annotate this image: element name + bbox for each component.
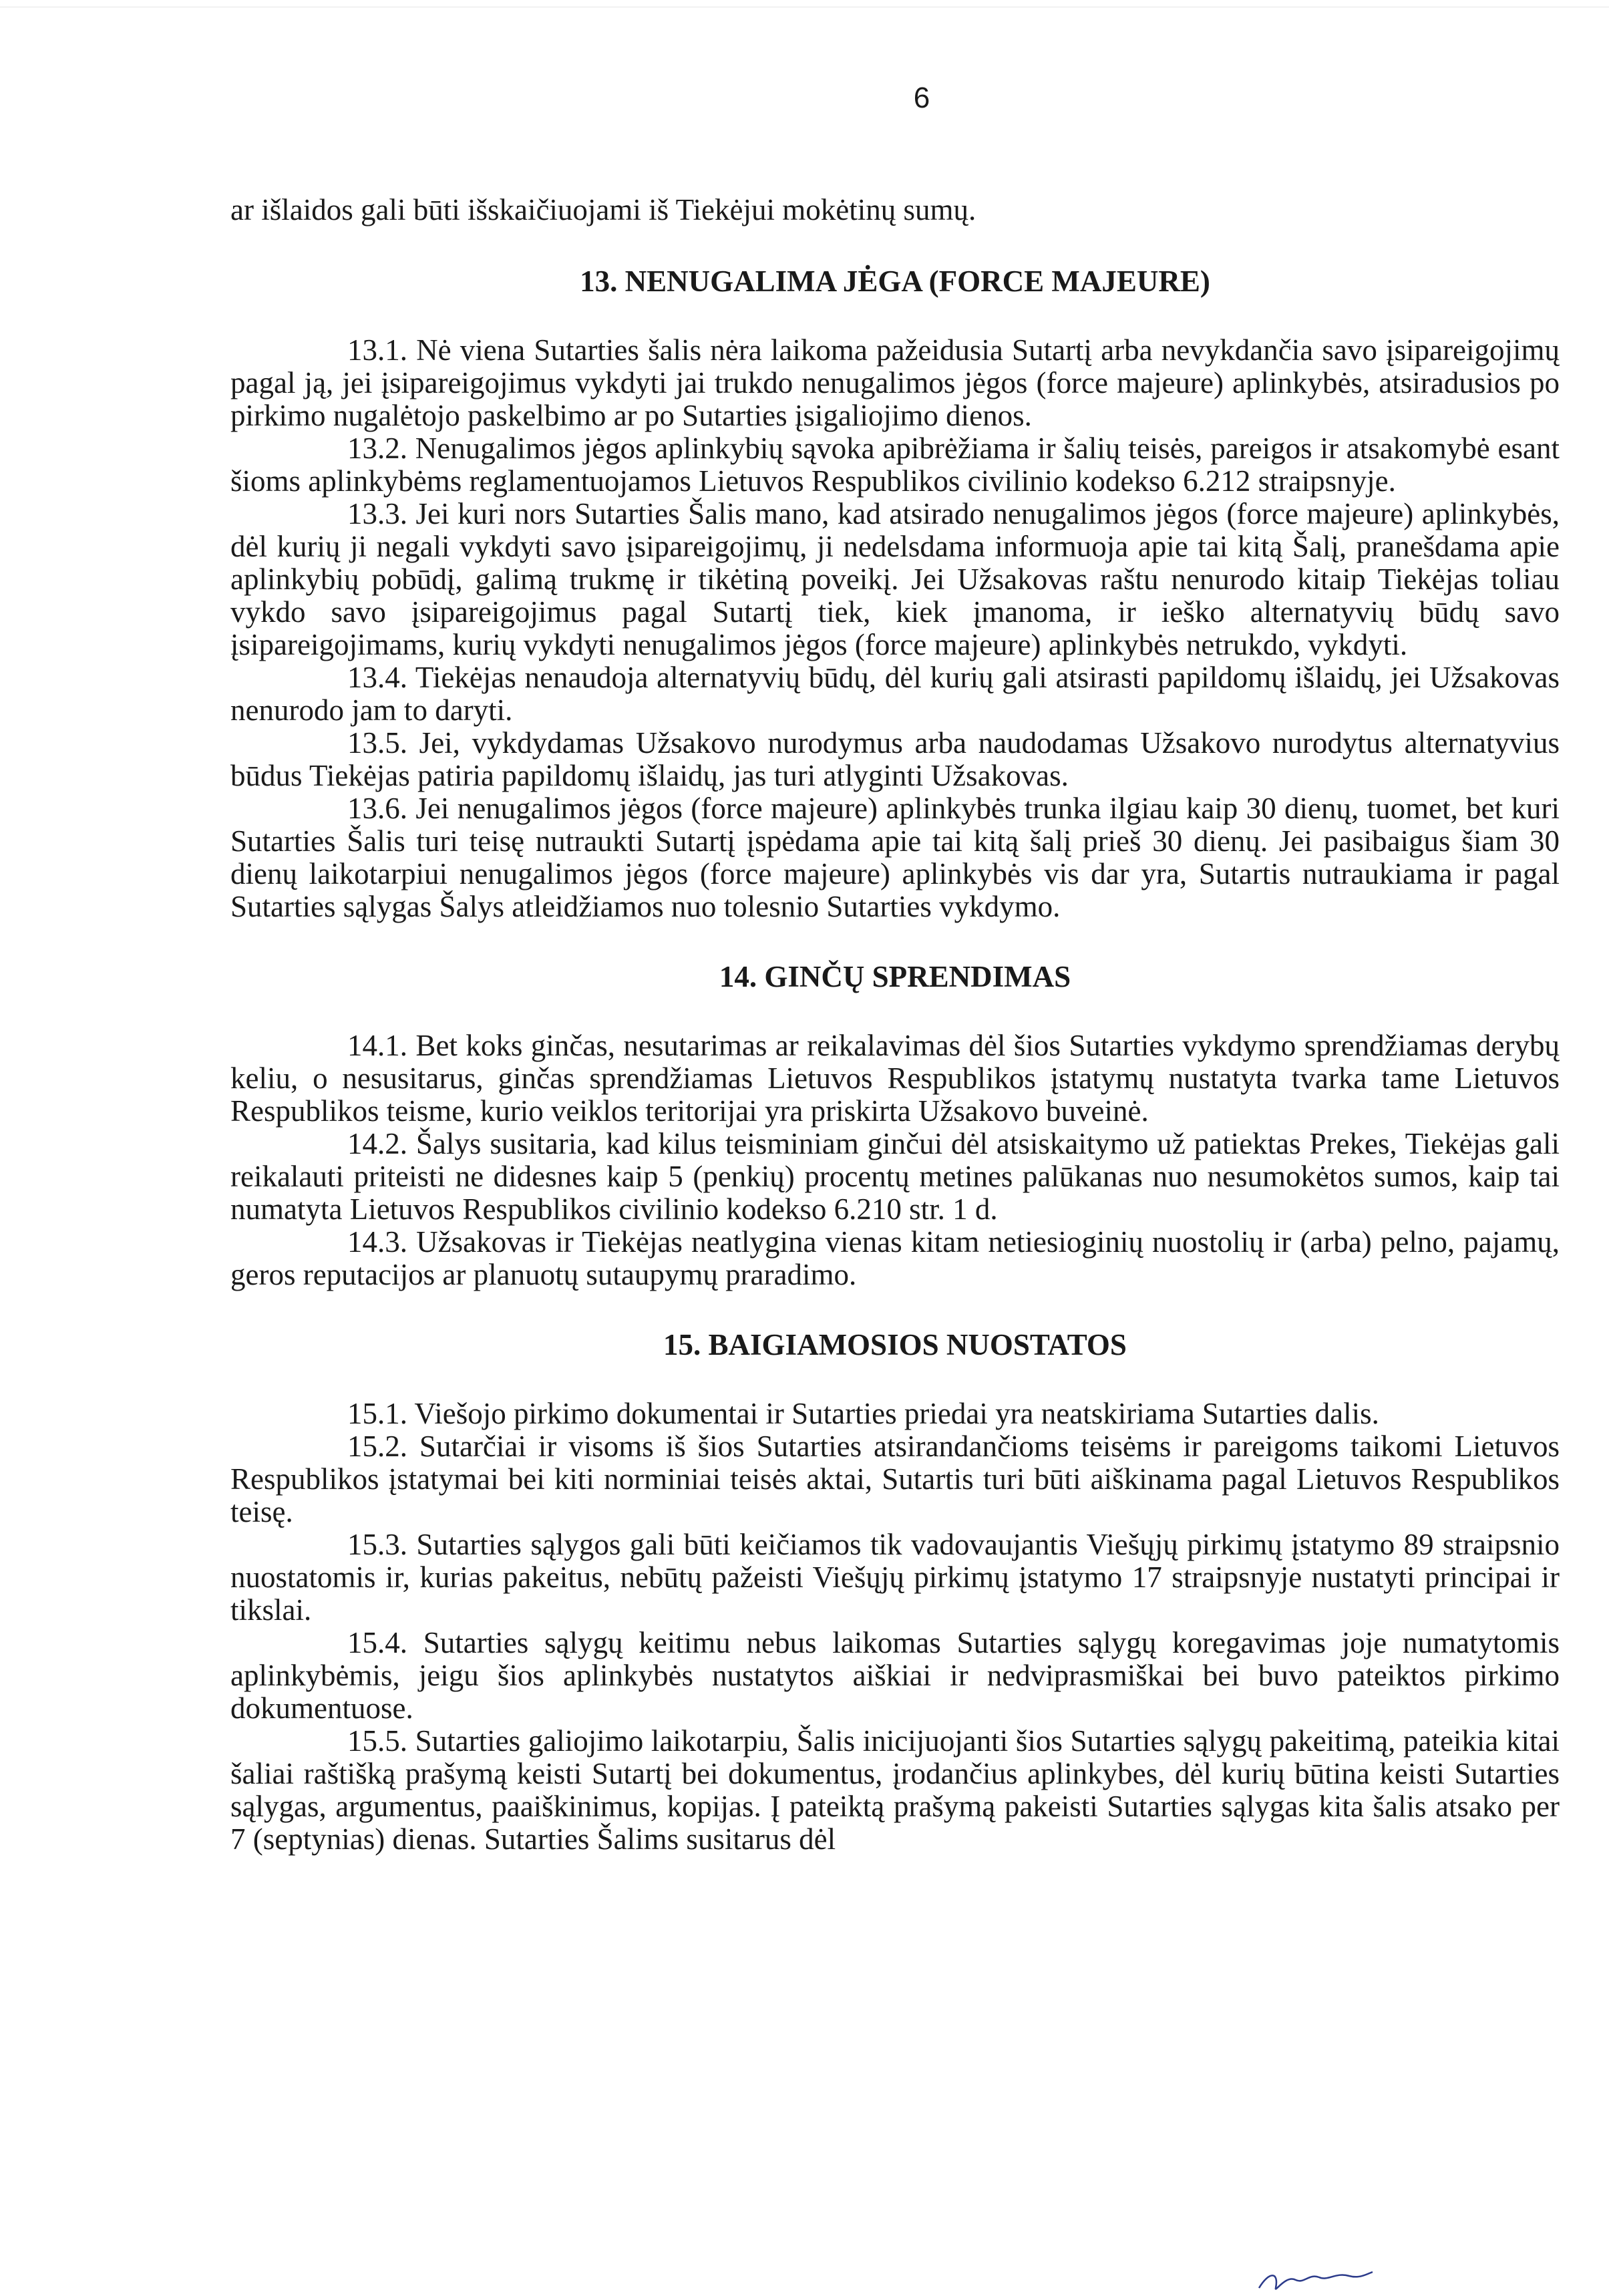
clause-15-4: 15.4. Sutarties sąlygų keitimu nebus laikomas Sutarties sąlygų koregavimas joje numatytomis aplinkybėmis, jeigu šios aplinkybės nustatytos aiškiai ir nedviprasmiškai bei buvo pateiktos pirkimo dokumentuose.: [230, 1626, 1560, 1725]
clause-15-1: 15.1. Viešojo pirkimo dokumentai ir Sutarties priedai yra neatskiriama Sutarties dalis.: [347, 1397, 1379, 1430]
continued-paragraph: ar išlaidos gali būti išskaičiuojami iš Tiekėjui mokėtinų sumų.: [230, 193, 976, 226]
section-heading: 15. BAIGIAMOSIOS NUOSTATOS: [663, 1328, 1127, 1361]
handwritten-signature: [1256, 2268, 1376, 2296]
clause-15-2: 15.2. Sutarčiai ir visoms iš šios Sutarties atsirandančioms teisėms ir pareigoms taikomi Lietuvos Respublikos įstatymai bei kiti norminiai teisės aktai, Sutartis turi būti aiškinama pagal Lietuvos Respublikos teisę.: [230, 1430, 1560, 1528]
clause-13-6: 13.6. Jei nenugalimos jėgos (force majeure) aplinkybės trunka ilgiau kaip 30 dienų, tuomet, bet kuri Sutarties Šalis turi teisę nutraukti Sutartį įspėdama apie tai kitą šalį prieš 30 dienų. Jei pasibaigus šiam 30 dienų laikotarpiui nenugalimos jėgos (force majeure) aplinkybės vis dar yra, Sutartis nutraukiama ir pagal Sutarties sąlygas Šalys atleidžiamos nuo tolesnio Sutarties vykdymo.: [230, 792, 1560, 923]
page-number: 6: [913, 81, 930, 114]
clause-14-1: 14.1. Bet koks ginčas, nesutarimas ar reikalavimas dėl šios Sutarties vykdymo sprendžiamas derybų keliu, o nesusitarus, ginčas sprendžiamas Lietuvos Respublikos įstatymų nustatyta tvarka tame Lietuvos Respublikos teisme, kurio veiklos teritorijai yra priskirta Užsakovo buveinė.: [230, 1029, 1560, 1128]
section-spacer: [230, 1291, 1560, 1329]
section-13: [230, 265, 1560, 923]
clause-15-5: 15.5. Sutarties galiojimo laikotarpiu, Šalis inicijuojanti šios Sutarties sąlygų pakeitimą, pateikia kitai šaliai raštišką prašymą keisti Sutartį bei dokumentus, įrodančius aplinkybes, dėl kurių būtina keisti Sutarties sąlygas, argumentus, paaiškinimus, kopijas. Į pateiktą prašymą pakeisti Sutarties sąlygas kita šalis atsako per 7 (septynias) dienas. Sutarties Šalims susitarus dėl: [230, 1724, 1560, 1856]
section-15: [230, 1329, 1560, 1856]
clause-15-3: 15.3. Sutarties sąlygos gali būti keičiamos tik vadovaujantis Viešųjų pirkimų įstatymo 89 straipsnio nuostatomis ir, kurias pakeitus, nebūtų pažeisti Viešųjų pirkimų įstatymo 17 straipsnyje nustatyti principai ir tikslai.: [230, 1528, 1560, 1627]
section-spacer: [230, 923, 1560, 961]
clause-14-3: 14.3. Užsakovas ir Tiekėjas neatlygina vienas kitam netiesioginių nuostolių ir (arba) pelno, pajamų, geros reputacijos ar planuotų sutaupymų praradimo.: [230, 1225, 1560, 1291]
clause-13-4: 13.4. Tiekėjas nenaudoja alternatyvių būdų, dėl kurių gali atsirasti papildomų išlaidų, jei Užsakovas nenurodo jam to daryti.: [230, 661, 1560, 727]
section-14: [230, 961, 1560, 1291]
section-heading: 13. NENUGALIMA JĖGA (FORCE MAJEURE): [580, 265, 1210, 298]
clause-13-5: 13.5. Jei, vykdydamas Užsakovo nurodymus arba naudodamas Užsakovo nurodytus alternatyvius būdus Tiekėjas patiria papildomų išlaidų, jas turi atlyginti Užsakovas.: [230, 726, 1560, 792]
clause-14-2: 14.2. Šalys susitaria, kad kilus teisminiam ginčui dėl atsiskaitymo už patiektas Prekes, Tiekėjas gali reikalauti priteisti ne didesnes kaip 5 (penkių) procentų metines palūkanas nuo nesumokėtos sumos, kaip tai numatyta Lietuvos Respublikos civilinio kodekso 6.210 str. 1 d.: [230, 1127, 1560, 1226]
document-body: [230, 194, 1560, 1856]
clause-13-3: 13.3. Jei kuri nors Sutarties Šalis mano, kad atsirado nenugalimos jėgos (force majeure) aplinkybės, dėl kurių ji negali vykdyti savo įsipareigojimų, ji nedelsdama informuoja apie tai kitą Šalį, pranešdama apie aplinkybių pobūdį, galimą trukmę ir tikėtiną poveikį. Jei Užsakovas raštu nenurodo kitaip Tiekėjas toliau vykdo savo įsipareigojimus pagal Sutartį tiek, kiek įmanoma, ir ieško alternatyvių būdų savo įsipareigojimams, kurių vykdyti nenugalimos jėgos (force majeure) aplinkybės netrukdo, vykdyti.: [230, 497, 1560, 661]
clause-13-1: 13.1. Nė viena Sutarties šalis nėra laikoma pažeidusia Sutartį arba nevykdančia savo įsipareigojimų pagal ją, jei įsipareigojimus vykdyti jai trukdo nenugalimos jėgos (force majeure) aplinkybės, atsiradusios po pirkimo nugalėtojo paskelbimo ar po Sutarties įsigaliojimo dienos.: [230, 333, 1560, 432]
section-heading: 14. GINČŲ SPRENDIMAS: [719, 960, 1071, 993]
clause-13-2: 13.2. Nenugalimos jėgos aplinkybių sąvoka apibrėžiama ir šalių teisės, pareigos ir atsakomybė esant šioms aplinkybėms reglamentuojamos Lietuvos Respublikos civilinio kodekso 6.212 straipsnyje.: [230, 432, 1560, 498]
